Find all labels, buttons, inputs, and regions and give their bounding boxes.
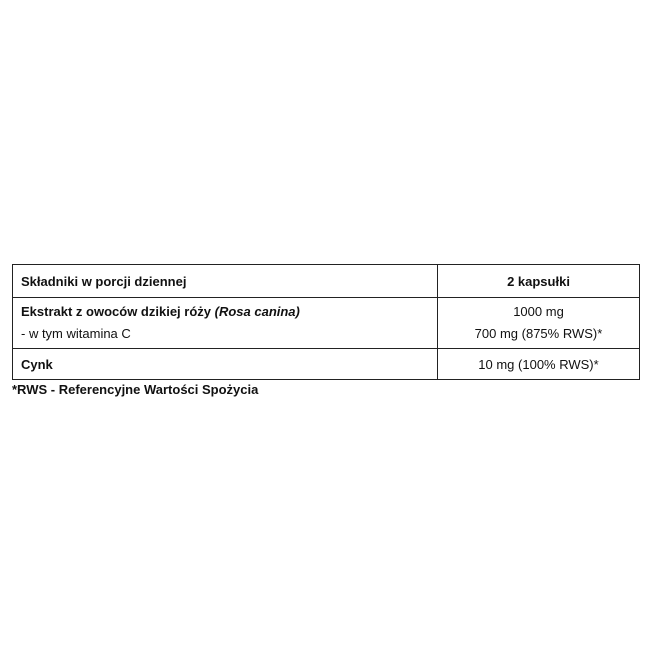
amount-main: 10 mg (100% RWS)* (438, 349, 640, 380)
ingredient-cell (13, 298, 438, 349)
ingredient-name: Cynk (13, 349, 438, 380)
header-amount: 2 kapsułki (438, 265, 640, 298)
amount-sub: 700 mg (875% RWS)* (474, 326, 603, 341)
supplement-facts-table (12, 264, 640, 380)
amount-cell (438, 298, 640, 349)
amount-main: 1000 mg (513, 304, 564, 319)
ingredient-sub-name: - w tym witamina C (21, 326, 131, 341)
ingredient-latin-name: (Rosa canina) (214, 304, 300, 319)
footnote: *RWS - Referencyjne Wartości Spożycia (12, 382, 259, 397)
table-row-zinc (13, 349, 640, 380)
table-row-rosehip-extract (13, 298, 640, 349)
header-ingredient: Składniki w porcji dziennej (13, 265, 438, 298)
table-header-row (13, 265, 640, 298)
ingredient-name-line (21, 301, 429, 323)
ingredient-name: Ekstrakt z owoców dzikiej róży (21, 304, 211, 319)
